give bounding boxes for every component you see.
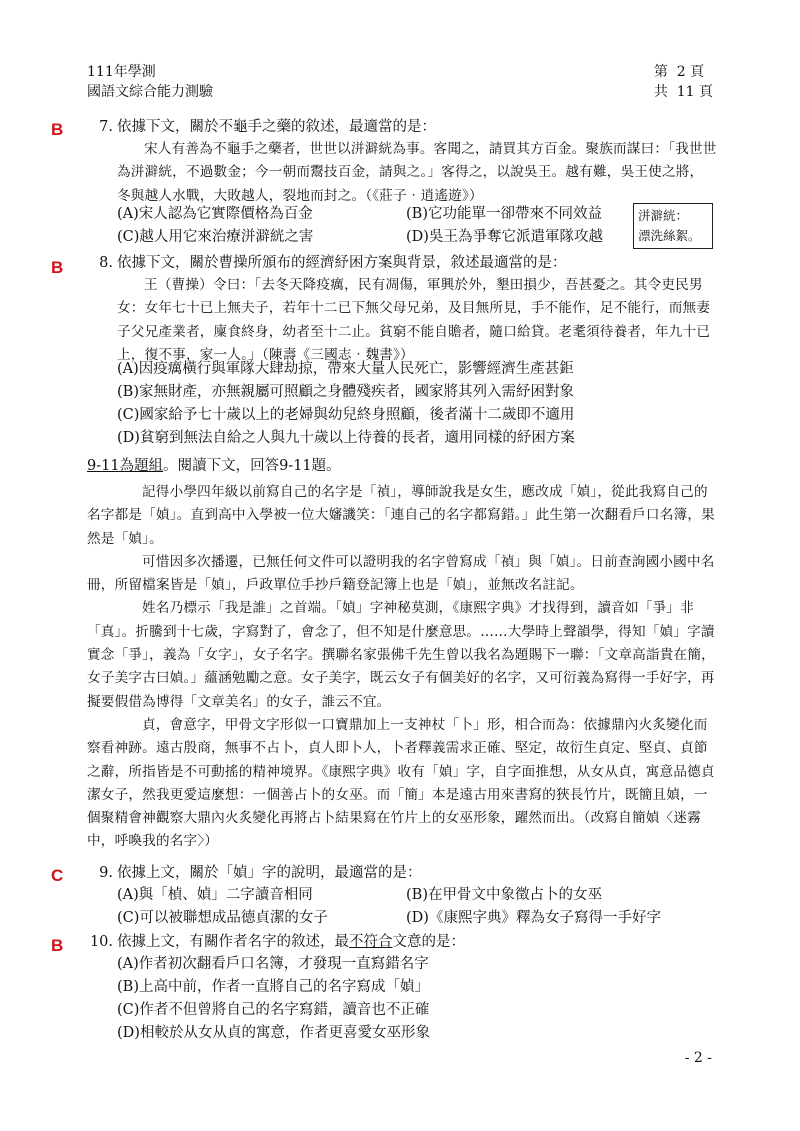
reading-passage: [87, 481, 717, 854]
question-10-options: [117, 953, 430, 1045]
option-d: (D)《康熙字典》釋為女子寫得一手好字: [406, 910, 661, 926]
group-label: 9-11為題組: [87, 458, 164, 474]
question-7-options: [117, 203, 695, 249]
question-group-intro: [87, 456, 341, 476]
passage-paragraph-1: 記得小學四年級以前寫自己的名字是「禎」，導師說我是女生，應改成「媜」，從此我寫自己的名字都是「媜」。直到高中入學被一位大嬸譏笑：「連自己的名字都寫錯。」此生第一次翻看戶口名簿，果然是「媜」。: [87, 484, 715, 547]
option-b: (B)上高中前，作者一直將自己的名字寫成「媜」: [117, 979, 429, 995]
answer-mark-q10: B: [51, 936, 64, 955]
question-8-passage: [117, 274, 717, 368]
option-b: (B)它功能單一卻帶來不同效益: [406, 206, 602, 222]
note-term: 洴澼絖：: [638, 208, 689, 223]
answer-mark-q9: C: [51, 866, 64, 885]
option-c: (C)可以被聯想成品德貞潔的女子: [117, 910, 328, 926]
option-a: (A)作者初次翻看戶口名簿，才發現一直寫錯名字: [117, 956, 429, 972]
option-b: (B)家無財產，亦無親屬可照顧之身體殘疾者，國家將其列入需紓困對象: [117, 384, 574, 400]
page-footer: - 2 -: [684, 1050, 712, 1066]
passage-text: 王（曹操）令曰：「去冬天降疫癘，民有凋傷，軍興於外，墾田損少，吾甚憂之。其令吏民男女：女年七十已上無夫子，若年十二已下無父母兄弟，及目無所見，手不能作，足不能行，而無妻子父兄產業者，廩食終身，幼者至十二止。貧窮不能自贍者，隨口給貸。老耄須待養者，年九十已上，復不事，家一人。」（陳壽《三國志‧魏書》）: [117, 277, 711, 364]
option-d: (D)貧窮到無法自給之人與九十歲以上待養的長者，適用同樣的紓困方案: [117, 430, 575, 446]
question-text: 依據下文，關於曹操所頒布的經濟紓困方案與背景，敘述最適當的是：: [117, 255, 567, 271]
exam-header-left: [87, 62, 213, 102]
question-7-passage: [117, 138, 717, 208]
question-8-stem: [87, 253, 567, 273]
passage-paragraph-2: 可惜因多次播遷，已無任何文件可以證明我的名字曾寫成「禎」與「媜」。日前查詢國小國中名冊，所留檔案皆是「媜」，戶政單位手抄戶籍登記簿上也是「媜」，並無改名註記。: [87, 553, 715, 594]
question-8-options: [117, 358, 575, 450]
question-number: 10.: [89, 934, 113, 950]
option-a: (A)與「楨、媜」二字讀音相同: [117, 887, 313, 903]
option-d: (D)吳王為爭奪它派遣軍隊攻越: [406, 229, 603, 245]
passage-text: 宋人有善為不龜手之藥者，世世以洴澼絖為事。客聞之，請買其方百金。聚族而謀曰：「我世世為洴澼絖，不過數金；今一朝而鬻技百金，請與之。」客得之，以說吳王。越有難，吳王使之將，冬與越人水戰，大敗越人，裂地而封之。（《莊子‧逍遙遊》）: [117, 141, 717, 204]
question-7-stem: [87, 117, 436, 137]
vocabulary-note-box: [633, 203, 713, 249]
option-a: (A)宋人認為它實際價格為百金: [117, 206, 313, 222]
option-a: (A)因疫癘橫行與軍隊大肆劫掠，帶來大量人民死亡，影響經濟生產甚鉅: [117, 361, 574, 377]
question-text-after: 文意的是：: [392, 934, 465, 950]
note-definition: 漂洗絲絮。: [638, 228, 701, 243]
option-c: (C)作者不但曾將自己的名字寫錯，讀音也不正確: [117, 1002, 430, 1018]
question-9-stem: [87, 863, 422, 883]
group-instruction: 。閱讀下文，回答9-11題。: [163, 458, 341, 474]
passage-paragraph-3: 姓名乃標示「我是誰」之首端。「媜」字神秘莫測，《康熙字典》才找得到，讀音如「爭」非「真」。折騰到十七歲，字寫對了，會念了，但不知是什麼意思。……大學時上聲韻學，得知「媜」字讀實念「爭」，義為「女字」，女子名字。撰聯名家張佛千先生曾以我名為題賜下一聯：「文章高詣貴在簡，女子美字古曰媜。」蘊涵勉勵之意。女子美字，既云女子有個美好的名字，又可衍義為寫得一手好字，再擬要假借為博得「文章美名」的女子，誰云不宜。: [87, 600, 715, 710]
page-total-label: 共 11 頁: [653, 84, 713, 100]
option-c: (C)國家給予七十歲以上的老婦與幼兒終身照顧，後者滿十二歲即不適用: [117, 407, 575, 423]
option-b: (B)在甲骨文中象徵占卜的女巫: [406, 887, 602, 903]
question-text: 依據上文，關於「媜」字的說明，最適當的是：: [117, 865, 422, 881]
exam-header-right: [654, 62, 713, 102]
question-10-stem: [87, 932, 465, 952]
question-number: 8.: [99, 255, 113, 271]
question-number: 7.: [99, 119, 113, 135]
question-9-options: [117, 884, 695, 930]
question-text-emphasis: 不符合: [349, 934, 393, 950]
option-c: (C)越人用它來治療洴澼絖之害: [117, 229, 314, 245]
question-number: 9.: [99, 865, 113, 881]
exam-year: 111年學測: [87, 64, 156, 80]
exam-subject: 國語文綜合能力測驗: [87, 84, 213, 100]
question-text-before: 依據上文，有關作者名字的敘述，最: [117, 934, 349, 950]
answer-mark-q8: B: [51, 258, 64, 277]
page-number-label: 第 2 頁: [653, 64, 705, 80]
question-text: 依據下文，關於不龜手之藥的敘述，最適當的是：: [117, 119, 436, 135]
option-d: (D)相較於从女从貞的寓意，作者更喜愛女巫形象: [117, 1025, 430, 1041]
passage-paragraph-4: 貞，會意字，甲骨文字形似一口寶鼎加上一支神杖「卜」形，相合而為：依據鼎內火炙變化而察看神跡。遠古殷商，無事不占卜，貞人即卜人，卜者釋義需求正確、堅定，故衍生貞定、堅貞、貞節之辭，所指皆是不可動搖的精神境界。《康熙字典》收有「媜」字，自字面推想，从女从貞，寓意品德貞潔女子，然我更愛這麼想：一個善占卜的女巫。而「簡」本是遠古用來書寫的狹長竹片，既簡且媜，一個聚精會神觀察大鼎內火炙變化再將占卜結果寫在竹片上的女巫形象，躍然而出。（改寫自簡媜〈迷霧中，呼喚我的名字〉）: [87, 716, 715, 850]
answer-mark-q7: B: [51, 120, 64, 139]
